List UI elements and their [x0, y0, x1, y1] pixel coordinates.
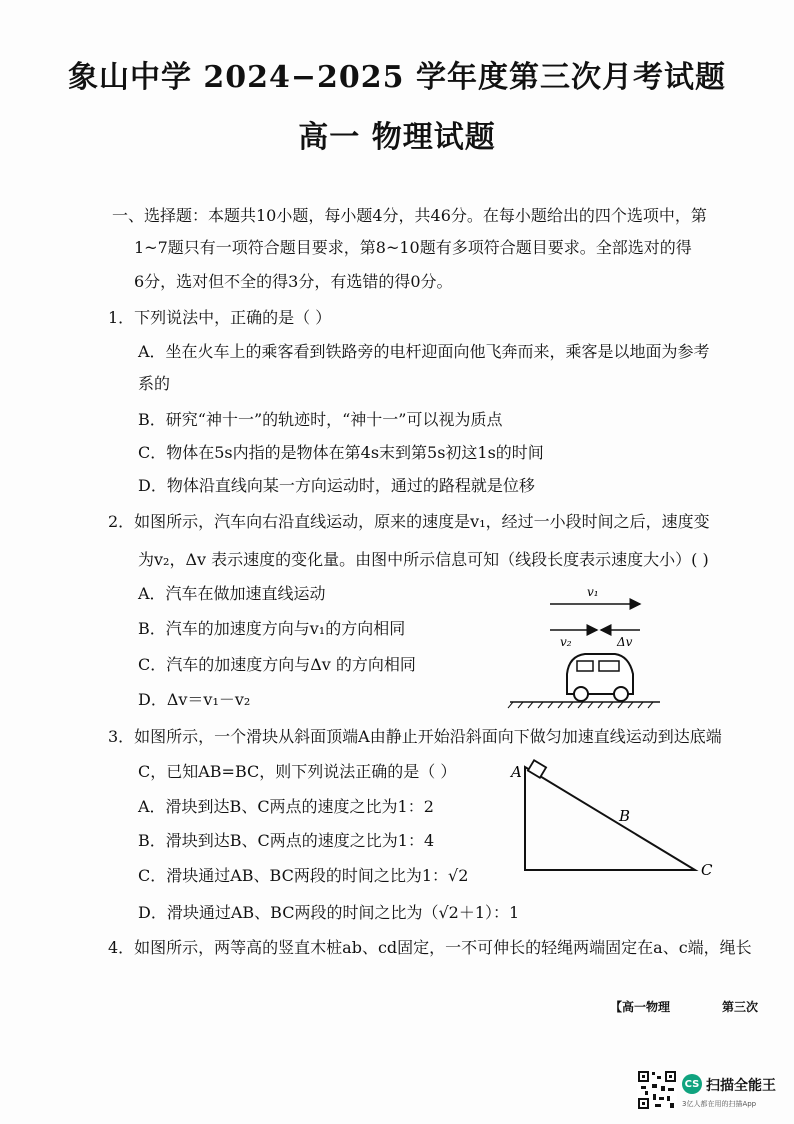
delta-v-label: Δv: [617, 635, 633, 649]
q1-option-a-line-2: 系的: [138, 374, 171, 393]
q3-incline-figure: [505, 755, 725, 880]
q2-stem-line-1: 2．如图所示，汽车向右沿直线运动，原来的速度是v₁，经过一小段时间之后，速度变: [108, 512, 710, 531]
q1-option-b: B．研究“神十一”的轨迹时，“神十一”可以视为质点: [138, 410, 503, 429]
q2-car-velocity-figure: [505, 582, 665, 712]
section-instruction-line-1: 一、选择题：本题共10小题，每小题4分，共46分。在每小题给出的四个选项中，第: [112, 206, 707, 225]
scanner-slogan: 3亿人都在用的扫描App: [682, 1100, 757, 1108]
q3-option-a: A．滑块到达B、C两点的速度之比为1：2: [138, 797, 434, 816]
footer-course: 【高一物理: [610, 1000, 671, 1014]
point-a-label: A: [511, 763, 522, 781]
q3-option-c: C．滑块通过AB、BC两段的时间之比为1：√2: [138, 866, 469, 885]
exam-subtitle: 高一 物理试题: [298, 120, 496, 155]
q1-option-d: D．物体沿直线向某一方向运动时，通过的路程就是位移: [138, 476, 535, 495]
exam-title: 象山中学 2024−2025 学年度第三次月考试题: [67, 60, 727, 95]
q1-option-c: C．物体在5s内指的是物体在第4s末到第5s初这1s的时间: [138, 443, 544, 462]
section-instruction-line-2: 1~7题只有一项符合题目要求，第8~10题有多项符合题目要求。全部选对的得: [134, 238, 692, 257]
q3-option-d: D．滑块通过AB、BC两段的时间之比为（√2＋1）：1: [138, 903, 520, 922]
q3-stem-line-1: 3．如图所示，一个滑块从斜面顶端A由静止开始沿斜面向下做匀加速直线运动到达底端: [108, 727, 722, 746]
slider-block: [528, 760, 546, 777]
q2-option-b: B．汽车的加速度方向与v₁的方向相同: [138, 619, 406, 638]
incline-triangle: [525, 767, 695, 870]
q2-option-a: A．汽车在做加速直线运动: [138, 584, 326, 603]
point-c-label: C: [701, 861, 713, 879]
point-b-label: B: [619, 807, 631, 825]
q1-option-a-line-1: A．坐在火车上的乘客看到铁路旁的电杆迎面向他飞奔而来，乘客是以地面为参考: [138, 342, 710, 361]
car-icon: [567, 654, 633, 701]
footer-exam: 第三次: [722, 1000, 759, 1014]
ground-hatch: [508, 702, 653, 708]
q3-stem-line-2: C，已知AB=BC，则下列说法正确的是（ ）: [138, 762, 457, 781]
q3-option-b: B．滑块到达B、C两点的速度之比为1：4: [138, 831, 435, 850]
q1-stem: 1．下列说法中，正确的是（ ）: [108, 308, 332, 327]
q4-stem-line-1: 4．如图所示，两等高的竖直木桩ab、cd固定，一不可伸长的轻绳两端固定在a、c端，绳长: [108, 938, 752, 957]
q2-stem-line-2: 为v₂，Δv 表示速度的变化量。由图中所示信息可知（线段长度表示速度大小）( ): [138, 550, 709, 569]
v2-label: v₂: [560, 635, 572, 649]
q2-option-c: C．汽车的加速度方向与Δv 的方向相同: [138, 655, 416, 674]
scanner-logo-icon: CS: [682, 1074, 702, 1094]
q2-option-d: D．Δv＝v₁－v₂: [138, 690, 251, 709]
qr-code-icon: [637, 1070, 677, 1110]
section-instruction-line-3: 6分，选对但不全的得3分，有选错的得0分。: [134, 272, 453, 291]
v1-label: v₁: [587, 585, 599, 599]
scanner-app-name: 扫描全能王: [706, 1078, 776, 1094]
